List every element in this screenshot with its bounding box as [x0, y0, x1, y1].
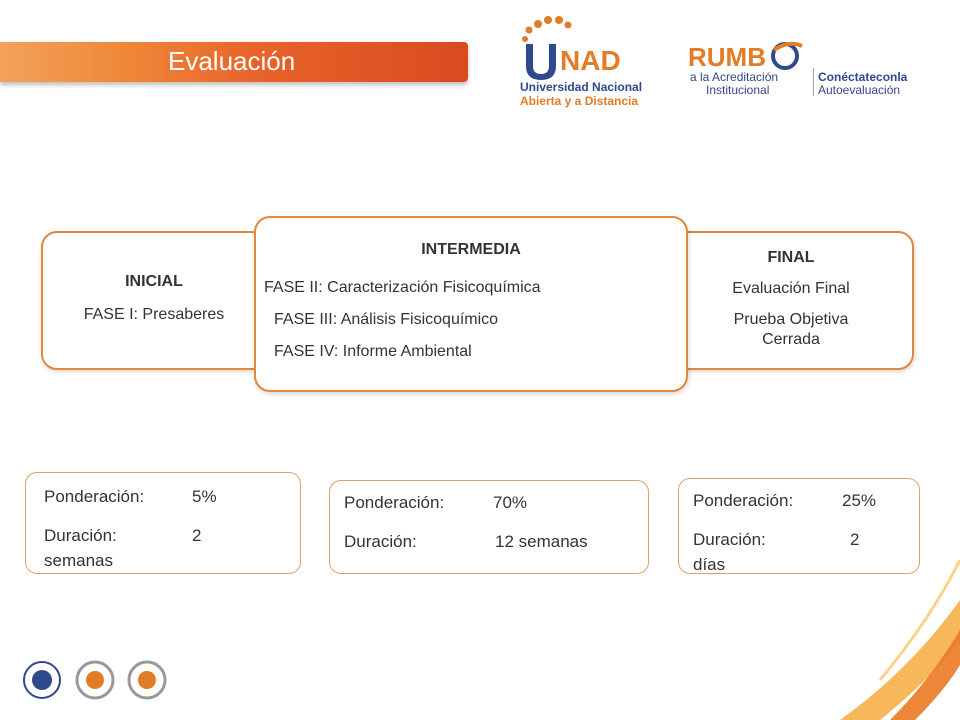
decorative-swoosh [820, 560, 960, 720]
rumbo-line2: Institucional [706, 83, 770, 97]
unad-line2: Abierta y a Distancia [520, 94, 639, 108]
phase-final-title: FINAL [767, 249, 815, 266]
phase-final-item: Evaluación Final [732, 280, 850, 297]
duracion-unit: semanas [44, 551, 113, 570]
duracion-value: 2 [850, 530, 860, 549]
duracion-label: Duración: [344, 532, 417, 551]
duracion-label: Duración: [44, 526, 117, 545]
duracion-unit: días [693, 555, 726, 574]
weight-box-inicial [25, 472, 301, 574]
autoevaluacion-line: Autoevaluación [818, 83, 901, 97]
phase-intermedia-item: FASE III: Análisis Fisicoquímico [274, 311, 499, 328]
page-title: Evaluación [168, 46, 296, 76]
ponderacion-value: 70% [493, 493, 528, 512]
phase-final-item: Prueba Objetiva [733, 311, 849, 328]
phase-final-item: Cerrada [762, 331, 820, 348]
phase-inicial-title: INICIAL [125, 273, 183, 290]
svg-text:RUMB: RUMB [688, 42, 766, 72]
duracion-label: Duración: [693, 530, 766, 549]
phase-intermedia-item: FASE IV: Informe Ambiental [274, 343, 472, 360]
phase-inicial-box [41, 231, 267, 370]
ponderacion-label: Ponderación: [44, 487, 145, 506]
conectate-line: Conéctateconla [818, 70, 908, 84]
phase-intermedia-box [254, 216, 688, 392]
phase-inicial-item: FASE I: Presaberes [83, 306, 225, 323]
unad-line1: Universidad Nacional [520, 80, 643, 94]
phase-intermedia-item: FASE II: Caracterización Fisicoquímica [264, 279, 541, 296]
duracion-value: 2 [192, 526, 202, 545]
ponderacion-value: 5% [192, 487, 217, 506]
phase-intermedia-title: INTERMEDIA [421, 241, 521, 258]
phase-final-box [668, 231, 914, 370]
duracion-value: 12 semanas [495, 532, 588, 551]
logo-divider [813, 68, 814, 96]
ponderacion-value: 25% [842, 491, 877, 510]
rumbo-line1: a la Acreditación [690, 70, 779, 84]
ponderacion-label: Ponderación: [344, 493, 445, 512]
ponderacion-label: Ponderación: [693, 491, 794, 510]
svg-text:NAD: NAD [560, 45, 621, 76]
weight-box-intermedia [329, 480, 649, 574]
certification-seals [22, 656, 172, 706]
